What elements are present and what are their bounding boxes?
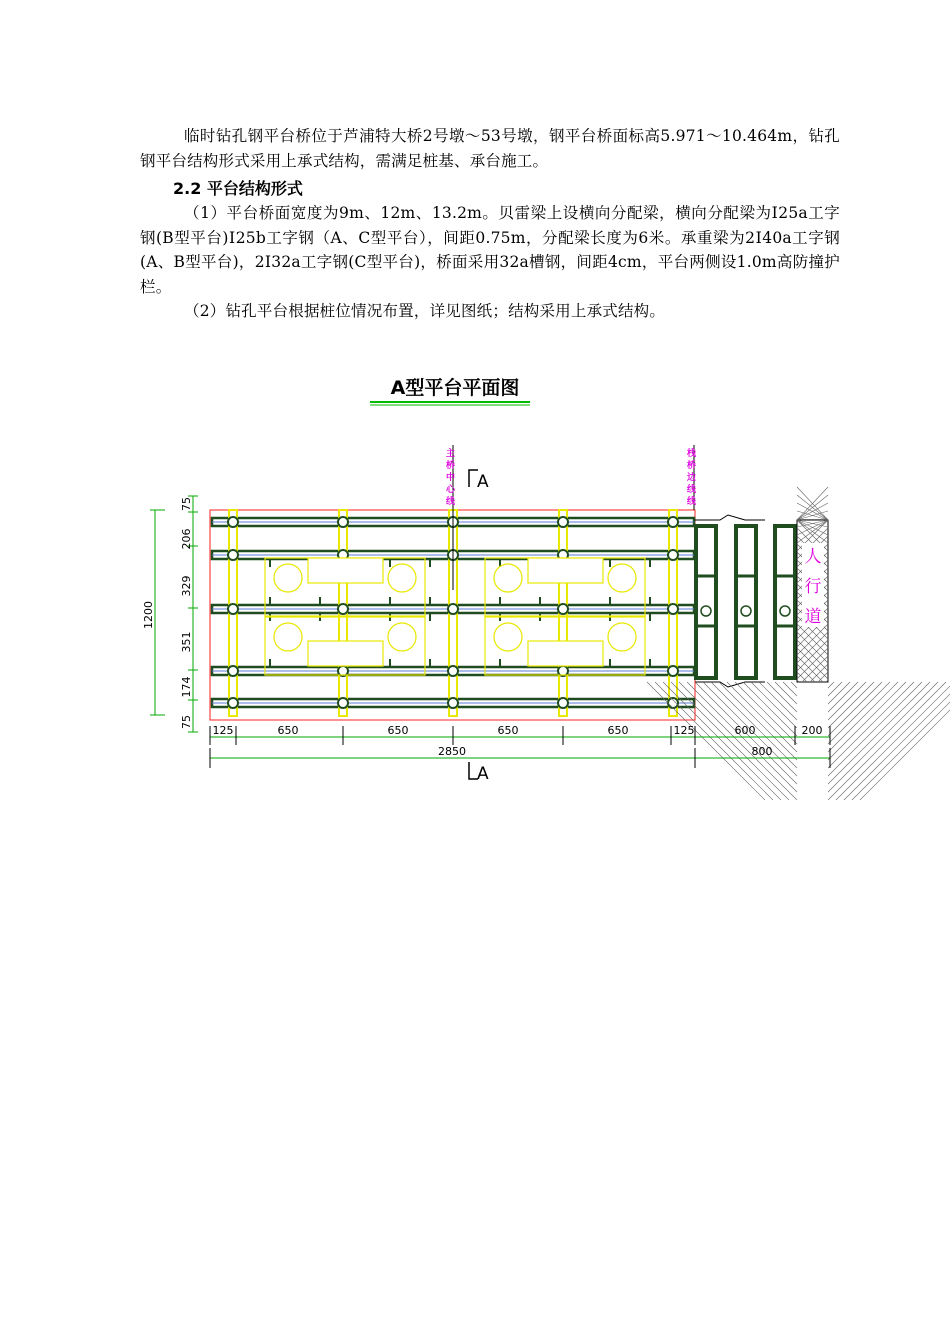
bore-hole — [608, 564, 636, 592]
walkway-hatch — [828, 682, 946, 800]
trestle-pile — [701, 606, 711, 616]
pile-node — [558, 517, 568, 527]
horizontal-dim-7: 600 — [734, 724, 756, 737]
horizontal-total-1: 2850 — [438, 745, 466, 758]
bore-hole — [608, 623, 636, 651]
vertical-dim-3: 329 — [180, 575, 193, 597]
walkway-hatch — [828, 682, 950, 800]
horizontal-dim-8: 200 — [801, 724, 823, 737]
edge-label-1: 栈 — [687, 449, 697, 459]
bore-hole — [388, 564, 416, 592]
pile-node — [338, 698, 348, 708]
trestle-pile — [780, 606, 790, 616]
trestle-frame — [736, 526, 756, 678]
vertical-total-label: 1200 — [142, 601, 155, 629]
pile-node — [668, 698, 678, 708]
edge-label-2: 桥 — [687, 461, 697, 471]
bore-hole — [494, 564, 522, 592]
edge-label-4: 线 — [687, 485, 697, 495]
walkway-hatch — [679, 682, 797, 800]
horizontal-dim-2: 650 — [277, 724, 299, 737]
walkway-hatch — [783, 682, 797, 696]
drawing-title: A型平台平面图 — [390, 377, 520, 399]
pile-node — [448, 698, 458, 708]
bore-hole — [274, 564, 302, 592]
paragraph-intro: 临时钻孔钢平台桥位于芦浦特大桥2号墩～53号墩，钢平台桥面标高5.971～10.464m，钻孔钢平台结构形式采用上承式结构，需满足桩基、承台施工。 — [140, 127, 840, 170]
horizontal-dim-3: 650 — [387, 724, 409, 737]
break-line-top — [695, 515, 765, 520]
paragraph-structure-2: （2）钻孔平台根据桩位情况布置，详见图纸；结构采用上承式结构。 — [184, 302, 666, 320]
walkway-hatch — [802, 656, 828, 682]
pile-node — [558, 698, 568, 708]
paragraph-structure-1: （1）平台桥面宽度为9m、12m、13.2m。贝雷梁上设横向分配梁，横向分配梁为Ⅰ25a工字钢(B型平台)Ⅰ25b工字钢（A、C型平台），间距0.75m，分配梁长度为6米。承重梁为2Ⅰ40a工字钢(A、B型平台)，2Ⅰ32a工字钢(C型平台)，桥面采用32a槽钢，间距4cm，平台两侧设1.0m高防撞护栏。 — [140, 204, 840, 296]
pile-node — [228, 517, 238, 527]
vertical-dim-1: 75 — [180, 497, 193, 511]
horizontal-dim-5: 650 — [607, 724, 629, 737]
horizontal-dim-1: 125 — [212, 724, 234, 737]
walkway-hatch — [828, 682, 866, 720]
vertical-dim-5: 174 — [180, 676, 193, 698]
walkway-hatch — [828, 682, 906, 760]
walkway-hatch — [797, 672, 807, 682]
horizontal-dim-4: 650 — [497, 724, 519, 737]
walkway-hatch — [810, 664, 828, 682]
cap-connector — [528, 558, 603, 583]
vertical-dim-6: 75 — [180, 715, 193, 729]
walkway-hatch — [828, 682, 930, 784]
walkway-label: 人 — [804, 547, 822, 567]
platform-plan-drawing — [0, 360, 950, 800]
pier-center-label-3: 中 — [446, 473, 456, 483]
edge-label-5: 线 — [687, 497, 697, 507]
walkway-hatch — [828, 682, 898, 752]
walkway-hatch — [727, 682, 797, 752]
walkway-hatch — [828, 682, 922, 776]
walkway-hatch — [828, 682, 858, 712]
pile-node — [228, 604, 238, 614]
cap-connector — [308, 558, 383, 583]
walkway-hatch — [828, 682, 914, 768]
walkway-hatch — [828, 682, 834, 688]
pile-node — [558, 604, 568, 614]
walkway-hatch — [828, 682, 842, 696]
pile-node — [668, 550, 678, 560]
cap-connector — [308, 641, 383, 666]
pier-center-label-1: 主 — [446, 449, 456, 459]
section-mark-bottom: A — [477, 764, 489, 784]
pile-node — [448, 666, 458, 676]
trestle-frame — [775, 526, 795, 678]
cap-connector — [528, 641, 603, 666]
walkway-hatch — [828, 682, 950, 800]
walkway-label: 道 — [804, 607, 822, 627]
pile-node — [228, 666, 238, 676]
walkway-hatch — [759, 682, 797, 720]
pile-node — [668, 666, 678, 676]
trestle-frame — [696, 526, 716, 678]
vertical-dim-4: 351 — [180, 631, 193, 653]
walkway-hatch — [828, 682, 950, 800]
bore-hole — [388, 623, 416, 651]
walkway-group — [647, 487, 950, 800]
walkway-hatch — [828, 682, 882, 736]
pier-center-label-5: 线 — [446, 497, 456, 507]
bore-hole — [274, 623, 302, 651]
pile-node — [228, 698, 238, 708]
pile-node — [338, 517, 348, 527]
pier-center-label-4: 心 — [446, 485, 456, 495]
walkway-hatch — [828, 682, 890, 744]
walkway-hatch — [797, 656, 823, 682]
edge-label-3: 边 — [687, 473, 697, 483]
section-heading: 2.2 平台结构形式 — [173, 179, 303, 198]
pile-node — [338, 604, 348, 614]
walkway-hatch — [767, 682, 797, 712]
vertical-dim-2: 206 — [180, 528, 193, 550]
walkway-label: 行 — [804, 577, 822, 597]
section-mark-top: A — [477, 472, 489, 492]
pile-node — [668, 517, 678, 527]
trestle-pile — [741, 606, 751, 616]
horizontal-dim-6: 125 — [673, 724, 695, 737]
horizontal-total-2: 800 — [751, 745, 773, 758]
walkway-hatch — [791, 682, 797, 688]
walkway-hatch — [818, 672, 828, 682]
walkway-hatch — [828, 682, 950, 800]
walkway-hatch — [828, 682, 938, 792]
pile-node — [668, 604, 678, 614]
bore-hole — [494, 623, 522, 651]
pile-node — [448, 604, 458, 614]
pile-node — [228, 550, 238, 560]
pier-center-label-2: 桥 — [446, 461, 456, 471]
